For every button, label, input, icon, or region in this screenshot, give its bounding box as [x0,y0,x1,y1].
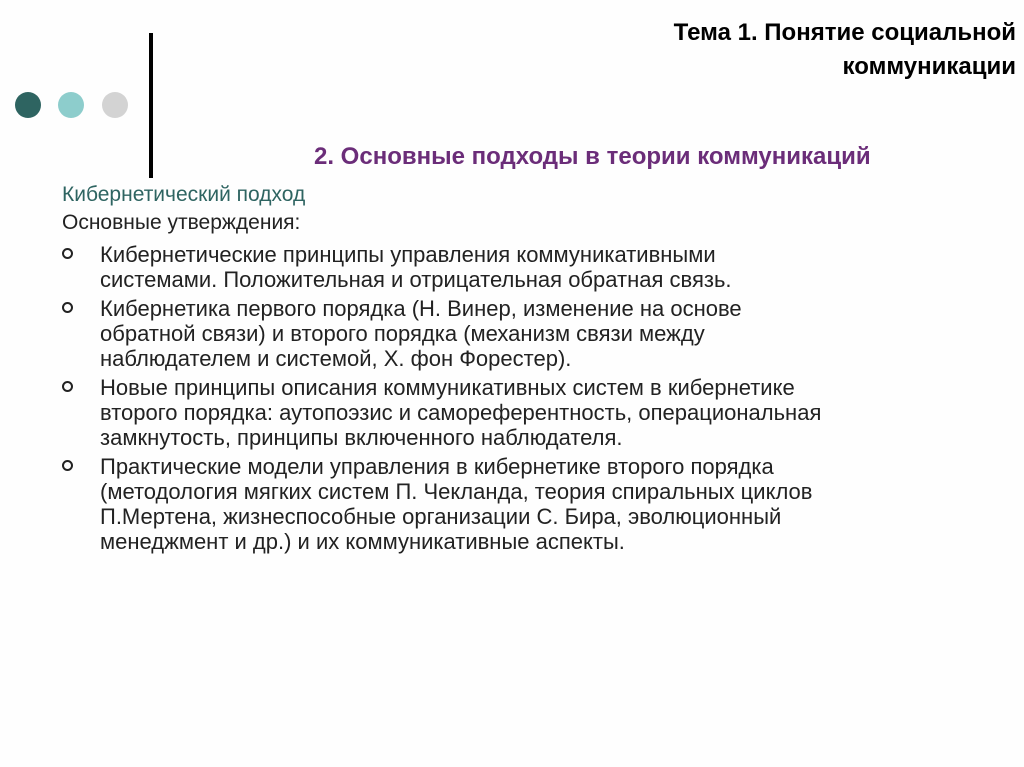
bullet-line: менеджмент и др.) и их коммуникативные аспекты. [100,529,625,554]
bullet-item [62,454,1012,554]
bullet-line: Новые принципы описания коммуникативных систем в кибернетике [100,375,795,400]
bullet-line: (методология мягких систем П. Чекланда, теория спиральных циклов [100,479,813,504]
intro-text: Основные утверждения: [62,211,301,234]
bullet-list [62,242,1012,554]
bullet-line: П.Мертена, жизнеспособные организации С. Бира, эволюционный [100,504,782,529]
slide-content [62,181,1012,558]
bullet-item [62,296,1012,371]
slide-title [416,16,1016,84]
bullet-line: системами. Положительная и отрицательная обратная связь. [100,267,732,292]
bullet-line: второго порядка: аутопоэзис и самореферентность, операциональная [100,400,822,425]
bullet-line: Кибернетические принципы управления коммуникативными [100,242,716,267]
bullet-line: Кибернетика первого порядка (Н. Винер, изменение на основе [100,296,742,321]
bullet-circle-icon [62,460,73,471]
slide-subtitle: 2. Основные подходы в теории коммуникаций [314,143,871,170]
slide-title-line: Тема 1. Понятие социальной [673,19,1016,46]
bullet-circle-icon [62,381,73,392]
decorative-dot-dark [15,92,41,118]
decorative-dot-grey [102,92,128,118]
bullet-line: обратной связи) и второго порядка (механизм связи между [100,321,705,346]
slide-title-line: коммуникации [842,53,1016,80]
vertical-divider [149,33,153,178]
bullet-line: Практические модели управления в кибернетике второго порядка [100,454,774,479]
bullet-circle-icon [62,302,73,313]
decorative-dot-light [58,92,84,118]
bullet-item [62,375,1012,450]
bullet-circle-icon [62,248,73,259]
section-label: Кибернетический подход [62,183,306,206]
bullet-line: наблюдателем и системой, Х. фон Форестер). [100,346,572,371]
bullet-line: замкнутость, принципы включенного наблюдателя. [100,425,623,450]
bullet-item [62,242,1012,292]
